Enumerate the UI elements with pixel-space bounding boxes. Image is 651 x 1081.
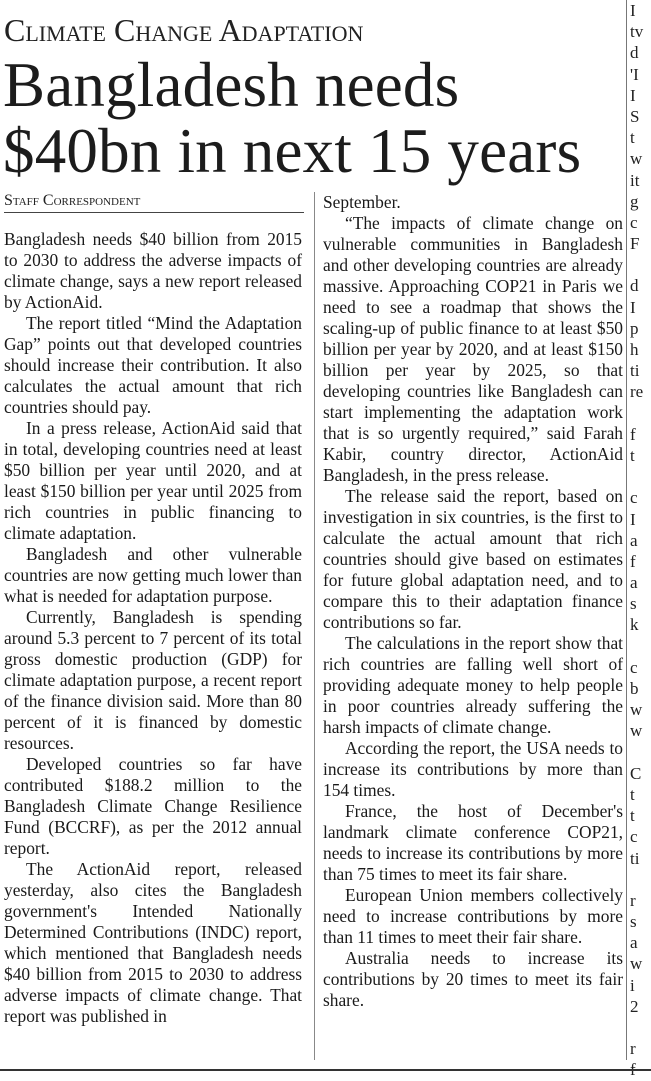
edge-fragment: c — [630, 657, 638, 677]
paragraph: Bangladesh needs $40 billion from 2015 to 2030 to address the adverse impacts of climate change, says a new report released by ActionAid. — [4, 229, 302, 312]
edge-fragment — [630, 636, 651, 657]
edge-fragment: h — [630, 340, 639, 359]
edge-fragment: f — [630, 1060, 636, 1080]
edge-fragment — [630, 1017, 651, 1038]
edge-fragment: f — [630, 551, 636, 571]
edge-fragment: re — [630, 382, 644, 402]
edge-fragment — [630, 869, 651, 890]
article-column-2 — [323, 192, 623, 1011]
edge-fragment — [630, 254, 651, 275]
paragraph: France, the host of December's landmark climate conference COP21, needs to increase its contributions by more than 75 times to meet its fair share. — [323, 801, 623, 884]
edge-fragment: a — [630, 530, 638, 550]
edge-fragment: f — [630, 424, 636, 444]
edge-fragment: ti — [630, 848, 640, 868]
edge-fragment: w — [630, 149, 643, 169]
edge-fragment: I — [630, 85, 636, 105]
paragraph: Bangladesh and other vulnerable countries are now getting much lower than what is needed for adaptation purpose. — [4, 544, 302, 606]
edge-fragment: I — [630, 509, 636, 529]
byline: Staff Correspondent — [4, 192, 141, 209]
edge-fragment: tv — [630, 22, 644, 42]
adjacent-column-fragment — [630, 0, 651, 1081]
edge-fragment: c — [630, 827, 638, 847]
edge-fragment: t — [630, 128, 635, 148]
section-kicker: Climate Change Adaptation — [4, 12, 364, 48]
edge-fragment: C — [630, 763, 642, 783]
edge-fragment: 'I — [630, 64, 639, 84]
paragraph: The report titled “Mind the Adaptation Gap” points out that developed countries should increase their contribution. It also calculates the actual amount that rich countries should pay. — [4, 313, 302, 417]
edge-fragment: b — [630, 679, 639, 698]
edge-fragment: w — [630, 954, 643, 974]
paragraph: Australia needs to increase its contributions by 20 times to meet its fair share. — [323, 948, 623, 1010]
edge-fragment — [630, 403, 651, 424]
edge-fragment: t — [630, 806, 635, 826]
paragraph-continuation: September. — [323, 192, 401, 212]
edge-fragment: I — [630, 297, 636, 317]
edge-fragment: p — [630, 318, 639, 338]
bottom-rule — [0, 1069, 651, 1071]
edge-fragment: t — [630, 784, 635, 804]
edge-fragment: s — [630, 594, 637, 614]
byline-rule — [4, 212, 304, 213]
edge-fragment: ti — [630, 361, 640, 381]
column-divider — [314, 192, 315, 1060]
edge-fragment: F — [630, 234, 640, 254]
edge-fragment: k — [630, 615, 639, 635]
edge-fragment: w — [630, 700, 643, 720]
edge-fragment — [630, 742, 651, 763]
edge-fragment: r — [630, 1039, 636, 1059]
edge-fragment: c — [630, 212, 638, 232]
paragraph: According the report, the USA needs to increase its contributions by more than 154 times. — [323, 738, 623, 800]
edge-fragment: i — [630, 975, 635, 995]
edge-fragment: c — [630, 488, 638, 508]
edge-fragment: a — [630, 933, 638, 953]
edge-fragment: s — [630, 912, 637, 932]
edge-fragment: g — [630, 191, 639, 211]
edge-fragment: w — [630, 721, 643, 741]
edge-fragment: t — [630, 445, 635, 465]
edge-fragment: 2 — [630, 996, 639, 1016]
article-column-1 — [4, 229, 302, 1027]
paragraph: Currently, Bangladesh is spending around 5.3 percent to 7 percent of its total gross domestic production (GDP) for climate adaptation purpose, a recent report of the finance division said. More than 80 percent of it is financed by domestic resources. — [4, 607, 302, 753]
headline: Bangladesh needs $40bn in next 15 years — [3, 50, 582, 186]
edge-fragment: I — [630, 1, 636, 20]
paragraph: The ActionAid report, released yesterday, also cites the Bangladesh government's Intended Nationally Determined Contributions (INDC) report, which mentioned that Bangladesh needs $40 billion from 2015 to 2030 to address adverse impacts of climate change. That report was published in — [4, 859, 302, 1026]
edge-fragment — [630, 466, 651, 487]
edge-fragment: d — [630, 276, 639, 296]
paragraph: European Union members collectively need to increase contributions by more than 11 times to meet their fair share. — [323, 885, 623, 947]
edge-fragment: r — [630, 890, 636, 910]
paragraph: “The impacts of climate change on vulnerable communities in Bangladesh and other developing countries are already massive. Approaching COP21 in Paris we need to see a roadmap that shows the scaling-up of public finance to at least $50 billion per year by 2020, and at least $150 billion per year by 2025, so that developing countries like Bangladesh can start implementing the adaptation work that is so urgently required,” said Farah Kabir, country director, ActionAid Bangladesh, in the press release. — [323, 213, 623, 485]
paragraph: Developed countries so far have contributed $188.2 million to the Bangladesh Climate Change Resilience Fund (BCCRF), as per the 2012 annual report. — [4, 754, 302, 858]
paragraph: The calculations in the report show that rich countries are falling well short of providing adequate money to help people in poor countries already suffering the harsh impacts of climate change. — [323, 633, 623, 737]
edge-fragment: S — [630, 106, 640, 126]
edge-fragment: d — [630, 43, 639, 63]
column-divider-right — [626, 0, 627, 1060]
paragraph: In a press release, ActionAid said that in total, developing countries need at least $50 billion per year until 2020, and at least $150 billion per year until 2025 from rich countries in public financing to climate adaptation. — [4, 418, 302, 543]
paragraph: The release said the report, based on investigation in six countries, is the first to calculate the actual amount that rich countries should give based on estimates for future global adaptation need, and to compare this to their adaptation finance contributions so far. — [323, 486, 623, 632]
edge-fragment: a — [630, 573, 638, 593]
edge-fragment: it — [630, 170, 640, 190]
